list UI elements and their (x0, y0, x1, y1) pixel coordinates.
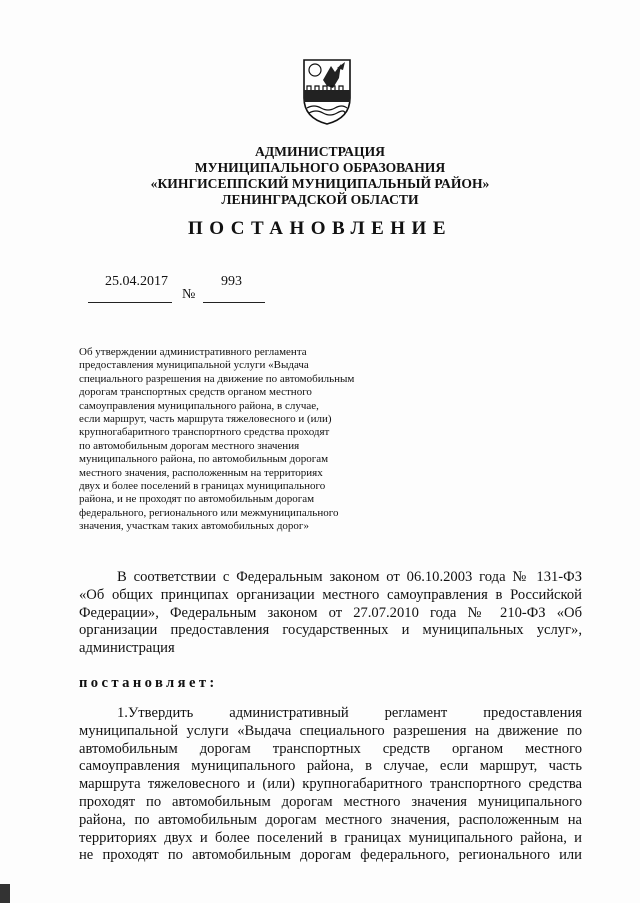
preamble-line: «Об общих принципах организации местного самоуправления в Российской (79, 586, 582, 603)
org-line: МУНИЦИПАЛЬНОГО ОБРАЗОВАНИЯ (194, 160, 446, 175)
preamble-line: администрация (79, 640, 175, 657)
org-line: АДМИНИСТРАЦИЯ (255, 144, 385, 159)
number-sign: № (182, 287, 196, 302)
subject-line: местного значения, расположенным на территориях (79, 466, 323, 479)
scan-edge-mark (0, 884, 10, 903)
preamble-paragraph (79, 569, 582, 658)
item-1-paragraph (79, 705, 582, 865)
decree-word: постановляет: (79, 675, 218, 691)
organization-name (0, 144, 640, 208)
subject-line: если маршрут, часть маршрута тяжеловесного и (или) (79, 413, 332, 426)
date-underline (88, 302, 172, 303)
document-date: 25.04.2017 (105, 274, 168, 289)
preamble-line: В соответствии с Федеральным законом от 06.10.2003 года № 131-ФЗ (117, 569, 582, 585)
item-line: муниципальной услуги «Выдача специального разрешения на движение по (79, 722, 582, 739)
org-line: «КИНГИСЕППСКИЙ МУНИЦИПАЛЬНЫЙ РАЙОН» (150, 176, 490, 191)
item-line: маршрута тяжеловесного и (или) крупногабаритного транспортного средства (79, 776, 582, 793)
subject-line: предоставления муниципальной услуги «Выдача (79, 359, 309, 372)
document-number: 993 (221, 274, 242, 289)
subject-line: района, и не проходят по автомобильным дорогам (79, 493, 315, 506)
subject-line: муниципального района, по автомобильным дорогам (79, 453, 329, 466)
subject-line: крупногабаритного транспортного средства проходят (79, 426, 330, 439)
preamble-line: Федерации», Федеральным законом от 27.07.2010 года № 210-ФЗ «Об (79, 604, 582, 621)
subject-line: по автомобильным дорогам местного значения (79, 439, 300, 452)
item-line: самоуправления муниципального района, в случае, если маршрут, часть (79, 758, 582, 775)
item-line: района, по автомобильным дорогам местного значения, расположенным на (79, 811, 582, 828)
item-line: не проходят по автомобильным дорогам федерального, регионального или (79, 847, 582, 864)
item-line: проходят по автомобильным дорогам местного значения муниципального (79, 793, 582, 810)
item-line: автомобильным дорогам транспортных средств органом местного (79, 740, 582, 757)
subject-line: Об утверждении административного регламента (79, 346, 307, 358)
preamble-line: организации предоставления государственных и муниципальных услуг», (79, 622, 582, 639)
subject-line: специального разрешения на движение по автомобильным (79, 372, 355, 385)
number-underline (203, 302, 265, 303)
item-line: 1.Утвердить административный регламент предоставления (117, 705, 582, 721)
org-line: ЛЕНИНГРАДСКОЙ ОБЛАСТИ (221, 192, 419, 207)
document-subject (79, 346, 399, 534)
subject-line: двух и более поселений в границах муниципального (79, 480, 326, 493)
subject-line: федерального, регионального или межмуниципального (79, 506, 339, 519)
document-type-title: ПОСТАНОВЛЕНИЕ (187, 218, 453, 239)
subject-line: значения, участкам таких автомобильных дорог» (79, 520, 309, 533)
item-line: территориях двух и более поселений в границах муниципального района, и (79, 829, 582, 846)
coat-of-arms-emblem (301, 58, 353, 126)
subject-line: дорогам транспортных средств органом местного (79, 386, 312, 399)
subject-line: самоуправления муниципального района, в случае, (79, 399, 319, 412)
